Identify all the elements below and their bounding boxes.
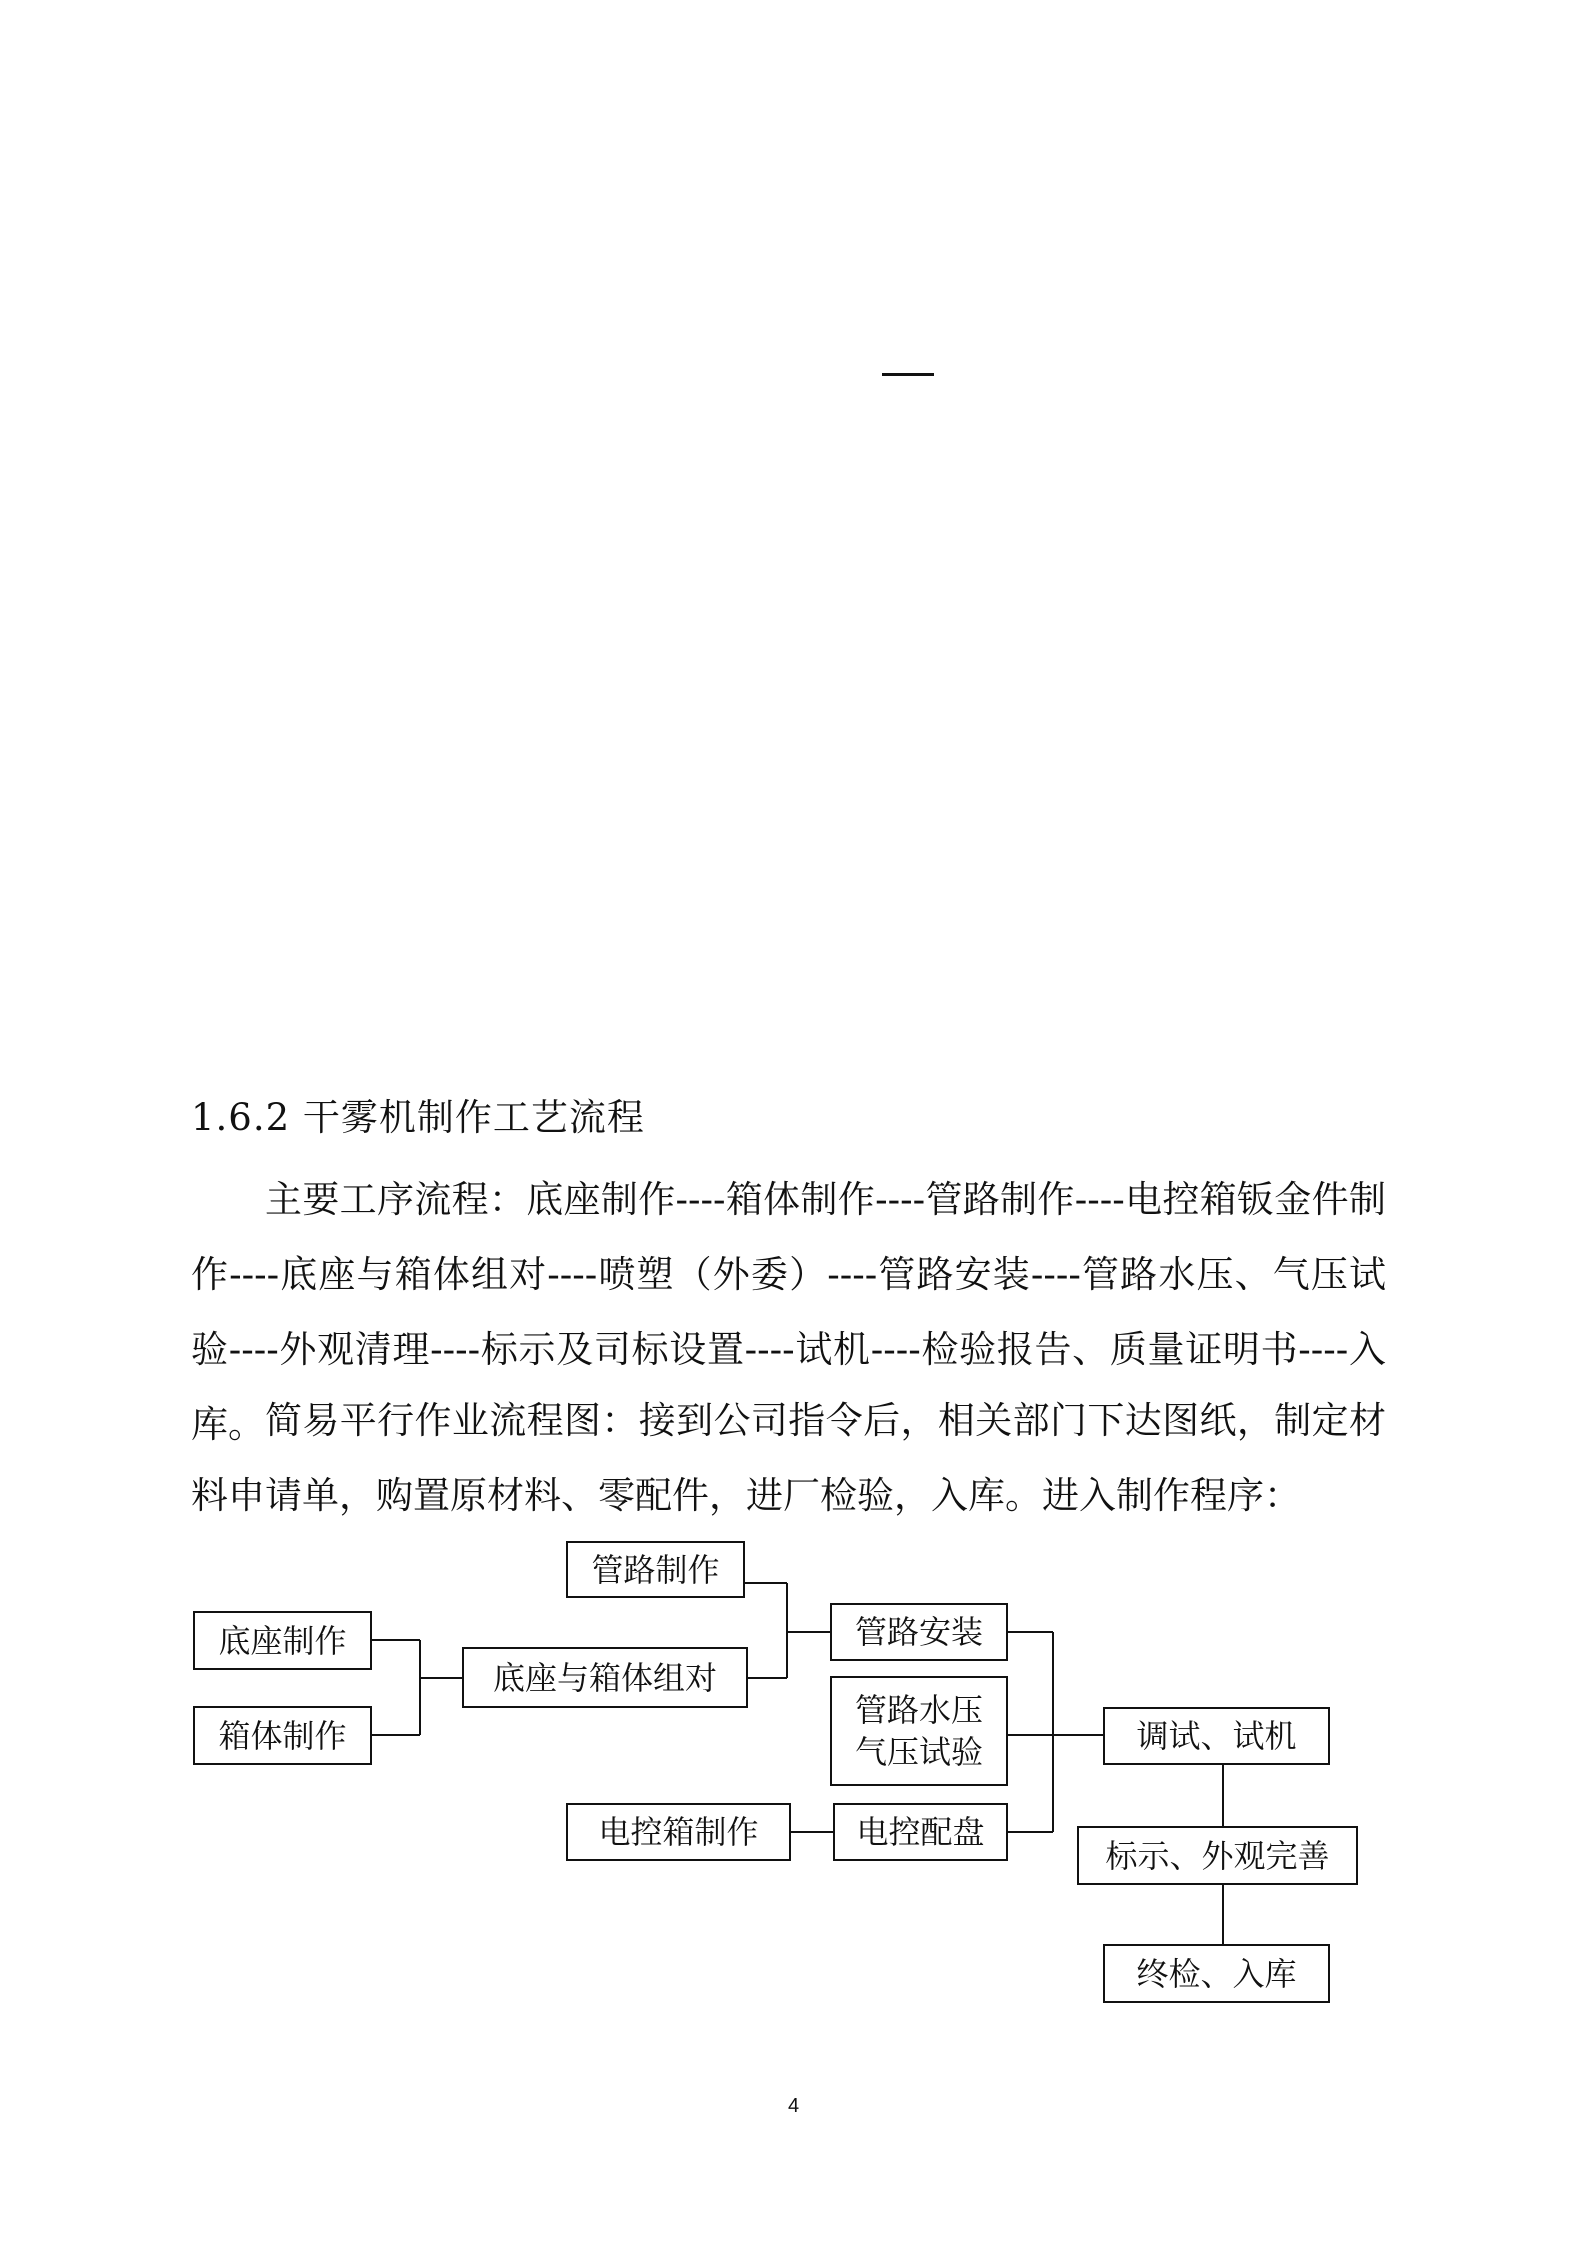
process-paragraph: 主要工序流程：底座制作----箱体制作----管路制作----电控箱钣金件制作----底座与箱体组对----喷塑（外委）----管路安装----管路水压、气压试验----外观清理----标示及司标设置----试机----检验报告、质量证明书----入库。: [191, 1178, 1386, 1446]
node-marking-finishing: 标示、外观完善: [1077, 1826, 1358, 1885]
node-base-making: 底座制作: [193, 1611, 372, 1670]
node-control-panel-wiring: 电控配盘: [833, 1803, 1008, 1861]
node-pipe-installation: 管路安装: [830, 1603, 1008, 1661]
node-box-making: 箱体制作: [193, 1706, 372, 1765]
node-pipe-making: 管路制作: [566, 1541, 745, 1598]
page-number: 4: [787, 2095, 800, 2117]
node-pressure-test: 管路水压 气压试验: [830, 1676, 1008, 1786]
flow-intro-paragraph: 简易平行作业流程图：接到公司指令后，相关部门下达图纸，制定材料申请单，购置原材料、零配件，进厂检验，入库。进入制作程序：: [191, 1399, 1386, 1517]
node-control-box-making: 电控箱制作: [566, 1803, 791, 1861]
section-heading: 1.6.2 干雾机制作工艺流程: [191, 1096, 645, 1139]
node-debug-test-run: 调试、试机: [1103, 1707, 1330, 1765]
node-base-box-assembly: 底座与箱体组对: [462, 1647, 748, 1708]
node-final-inspection-storage: 终检、入库: [1103, 1944, 1330, 2003]
